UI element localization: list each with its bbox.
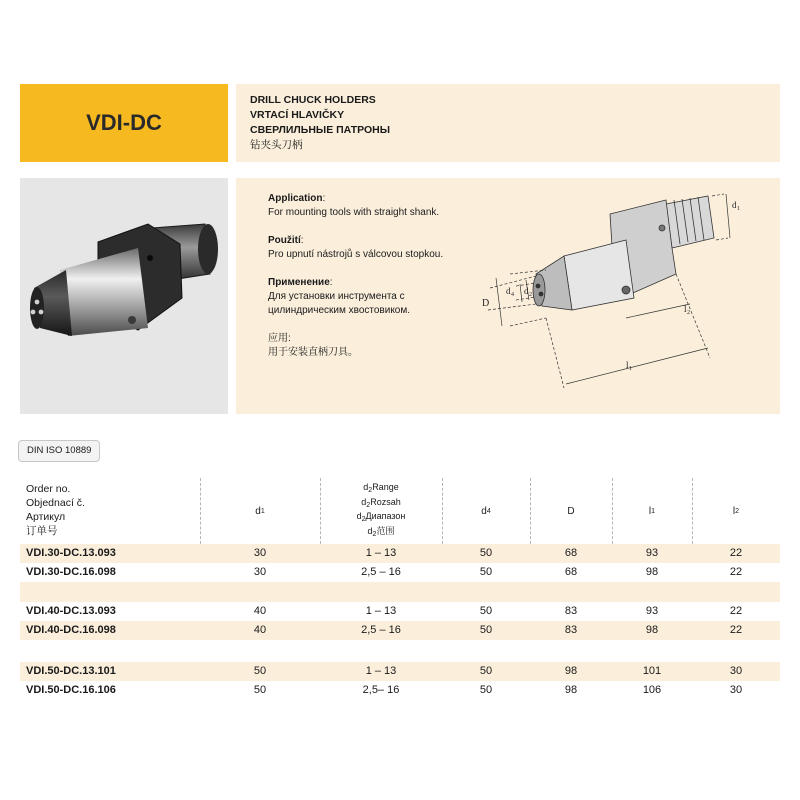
dim-d2-sub: 2 [529, 292, 532, 298]
table-row: VDI.40-DC.16.098 40 2,5 – 16 50 83 98 22 [20, 621, 780, 640]
application-text-cz: Pro upnutí nástrojů s válcovou stopkou. [268, 249, 444, 260]
table-row: VDI.50-DC.13.101 50 1 – 13 50 98 101 30 [20, 662, 780, 681]
brand-title: VDI-DC [20, 84, 228, 162]
col-range: $d_2Range$ $d_2Rozsah$ $d_2Диапазон$ $d_2$范围 [356, 482, 406, 538]
technical-drawing [476, 178, 780, 414]
product-photo [20, 178, 228, 414]
col-D: D [567, 505, 575, 517]
dim-l1: l [626, 360, 629, 370]
col-l1: l 1 [648, 505, 656, 517]
application-label-cn: 应用 [268, 333, 288, 344]
application-label-ru: Применение [268, 277, 330, 288]
dim-d2: d [524, 286, 529, 296]
dim-d4-sub: 4 [511, 292, 514, 298]
title-panel [236, 84, 780, 162]
dim-d1: d [732, 200, 737, 210]
application-label-cz: Použití [268, 235, 301, 246]
dim-l2: l [684, 304, 687, 314]
title-en: DRILL CHUCK HOLDERS [250, 94, 376, 106]
title-cz: VRTACÍ HLAVIČKY [250, 109, 345, 121]
order-header-cn: 订单号 [26, 525, 58, 537]
application-text-cn: 用于安装直柄刀具。 [268, 347, 358, 358]
table-row: VDI.40-DC.13.093 40 1 – 13 50 83 93 22 [26, 605, 743, 617]
dim-D: D [482, 298, 490, 309]
product-table [20, 478, 780, 700]
application-text-en: For mounting tools with straight shank. [268, 207, 440, 218]
col-l2: l 2 [732, 505, 740, 517]
table-row: VDI.30-DC.13.093 30 1 – 13 50 68 93 22 [20, 544, 780, 563]
dim-d1-sub: 1 [737, 206, 740, 212]
col-d1: d 1 [255, 505, 265, 517]
table-header [20, 478, 780, 544]
application-text: Application: For mounting tools with straight shank. Použití: Pro upnutí nástrojů s válcovou stopkou. Применение: Для установки инструмента с цилиндрическим хвостовиком. 应用: 用于安装直柄刀具。 [268, 192, 488, 374]
application-panel [236, 178, 780, 414]
table-row: VDI.30-DC.16.098 30 2,5 – 16 50 68 98 22 [26, 566, 743, 578]
col-d4: d 4 [481, 505, 491, 517]
table-row: VDI.50-DC.16.106 50 2,5– 16 50 98 106 30 [26, 684, 743, 696]
order-header-cz: Objednací č. [26, 497, 85, 509]
order-header-en: Order no. [26, 483, 71, 495]
col-order [26, 478, 166, 544]
dim-l1-sub: 1 [629, 366, 632, 372]
dim-d4: d [506, 286, 511, 296]
standard-badge: DIN ISO 10889 [18, 440, 100, 462]
drill-chuck-holder-photo [20, 178, 228, 414]
title-ru: СВЕРЛИЛЬНЫЕ ПАТРОНЫ [250, 124, 391, 136]
table-spacer [20, 582, 780, 602]
order-header-ru: Артикул [26, 511, 66, 523]
application-text-ru-1: Для установки инструмента с [268, 291, 405, 302]
table-spacer [20, 640, 780, 662]
application-text-ru-2: цилиндрическим хвостовиком. [268, 305, 411, 316]
title-cn: 钻夹头刀柄 [250, 139, 303, 151]
dim-l2-sub: 2 [687, 310, 690, 316]
application-label-en: Application [268, 193, 323, 204]
